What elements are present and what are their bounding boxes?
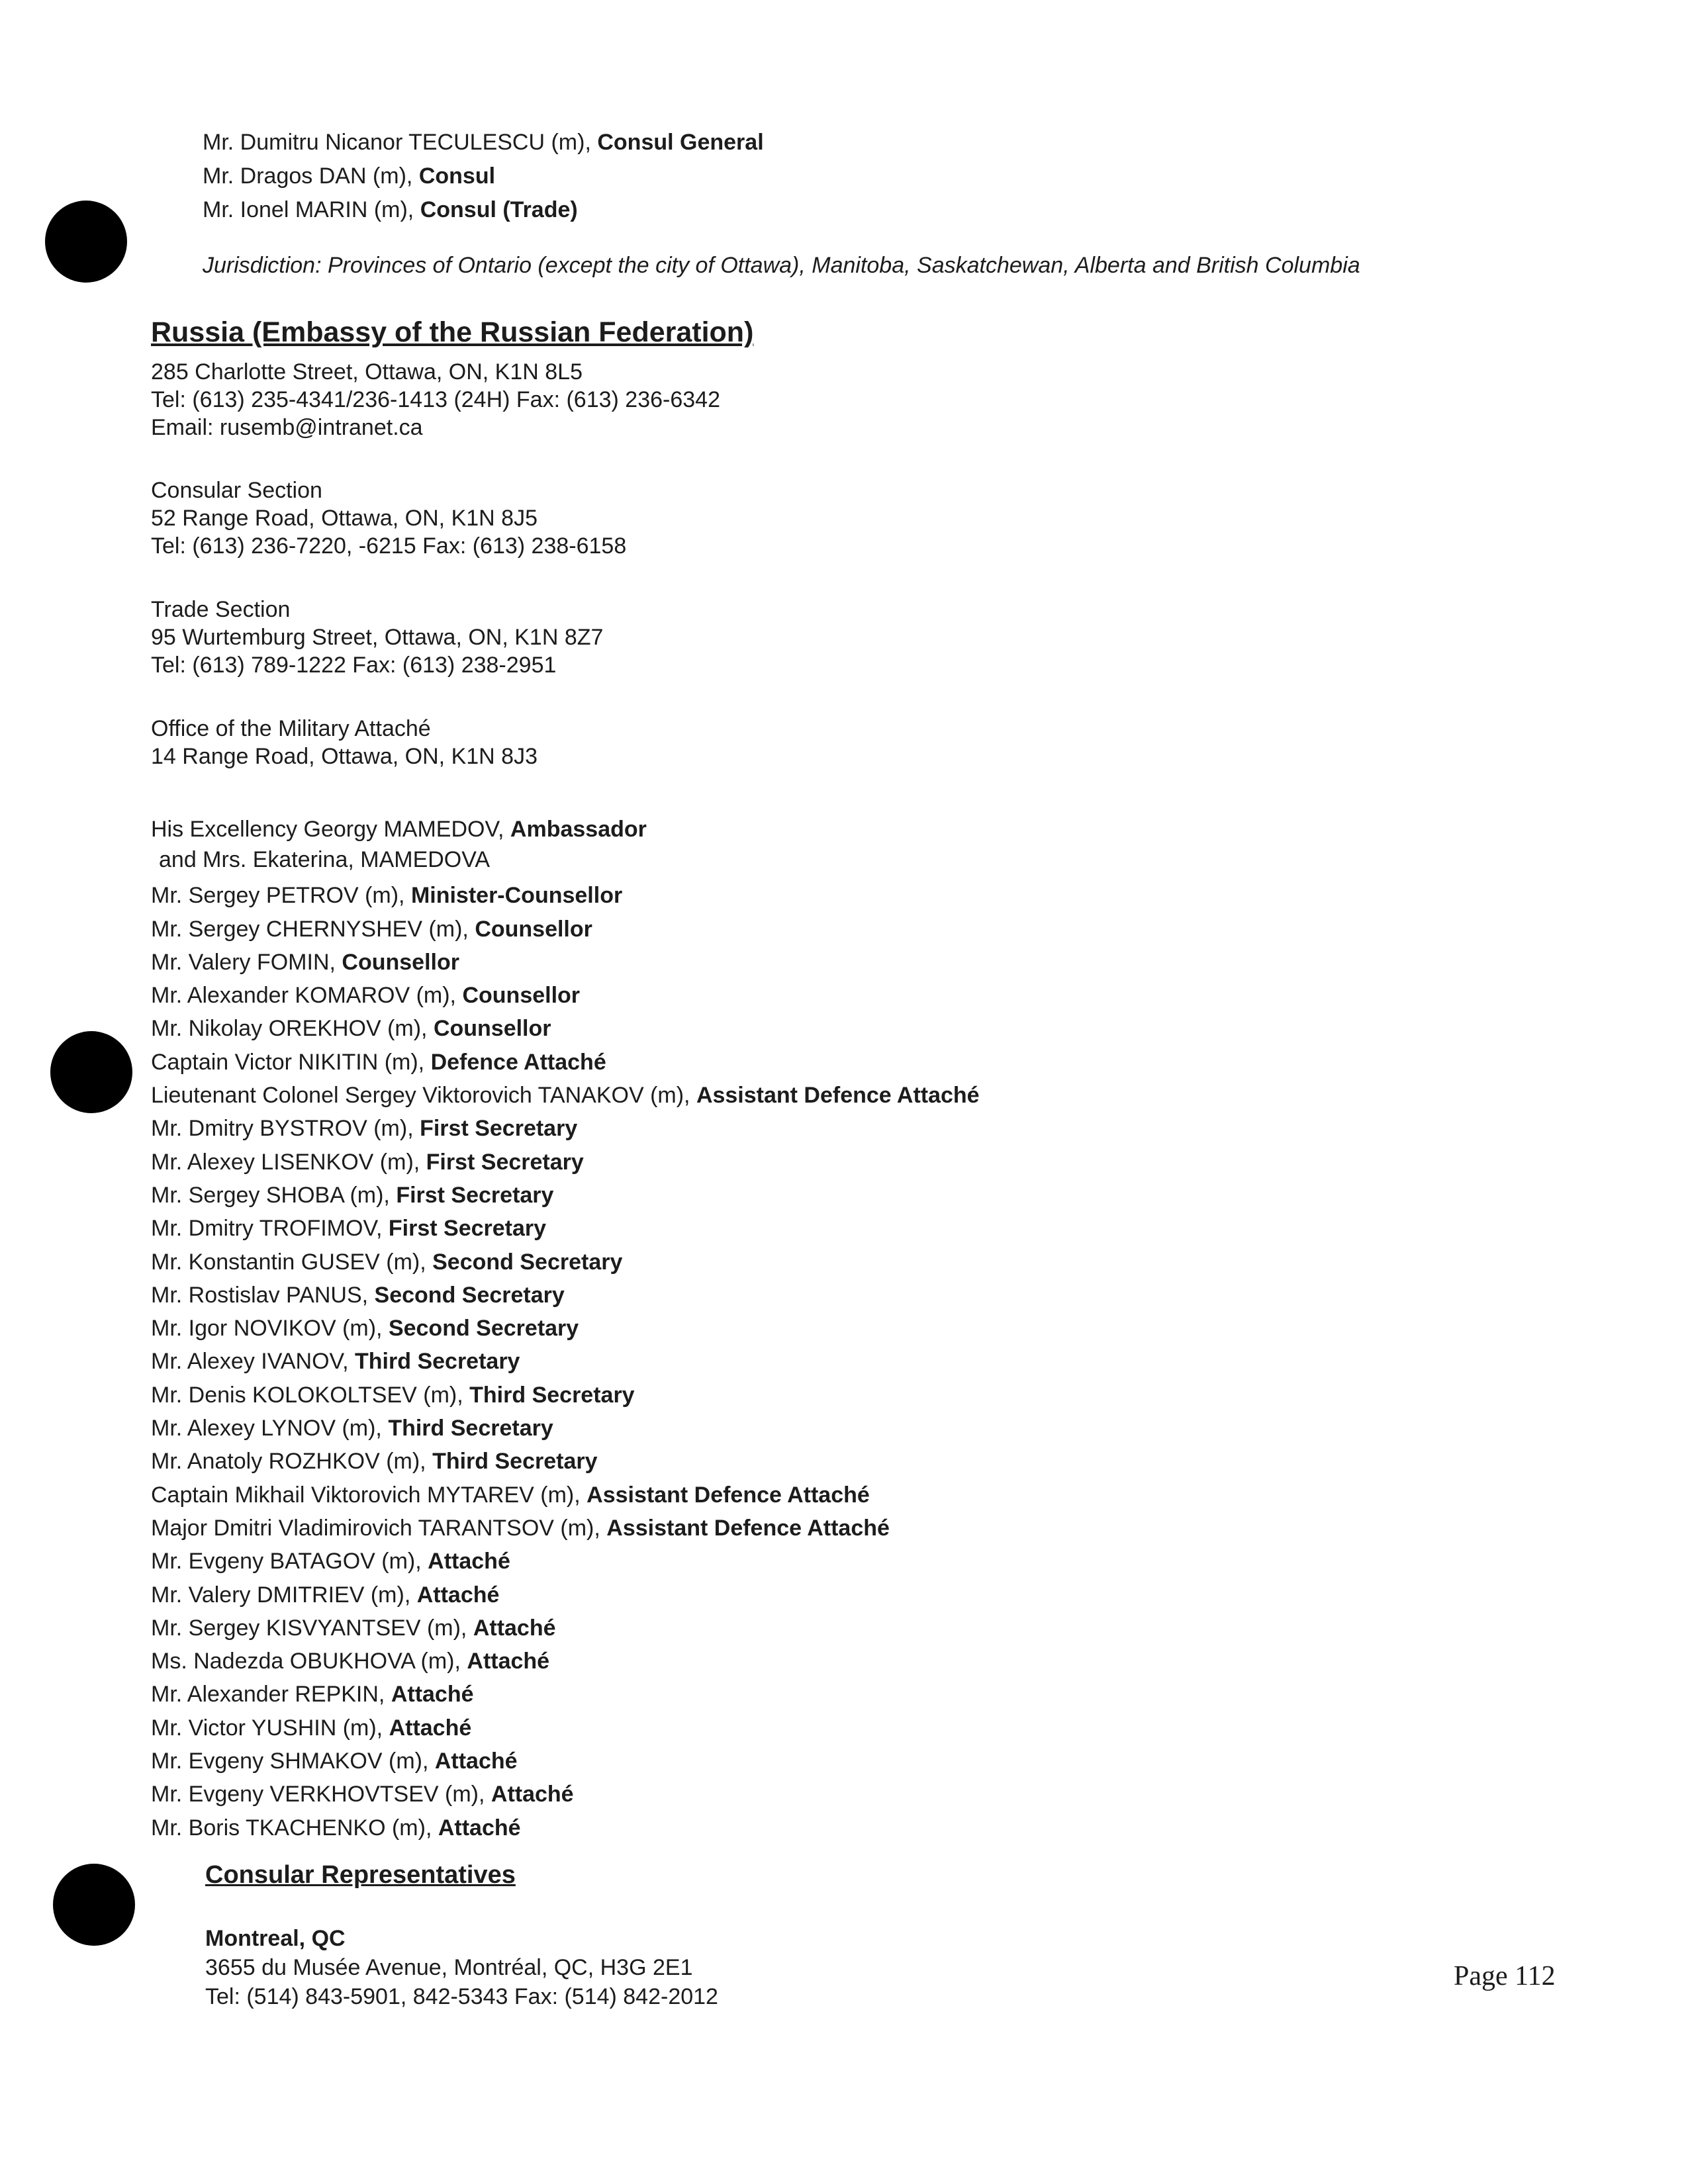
staff-title: Attaché <box>473 1615 556 1641</box>
staff-title: First Secretary <box>388 1216 547 1242</box>
staff-title: Third Secretary <box>469 1382 635 1408</box>
staff-entry <box>151 913 980 946</box>
staff-title: Consul (Trade) <box>420 197 578 222</box>
staff-name: Mr. Dmitry BYSTROV (m), <box>151 1116 420 1142</box>
staff-entry <box>151 1545 980 1578</box>
staff-entry <box>151 1445 980 1478</box>
punch-hole <box>45 201 127 283</box>
staff-entry <box>151 1379 980 1412</box>
montreal-address: 3655 du Musée Avenue, Montréal, QC, H3G 2E1 <box>205 1955 693 1980</box>
staff-entry <box>203 193 764 227</box>
staff-name: Mr. Evgeny VERKHOVTSEV (m), <box>151 1782 491 1807</box>
staff-title: Defence Attaché <box>430 1049 606 1075</box>
staff-name: Mr. Alexander KOMAROV (m), <box>151 983 463 1009</box>
staff-entry <box>151 946 980 979</box>
staff-entry <box>203 159 764 193</box>
staff-entry <box>151 1711 980 1745</box>
staff-title: Attaché <box>491 1782 574 1807</box>
staff-name: Mr. Dumitru Nicanor TECULESCU (m), <box>203 130 598 155</box>
embassy-phone: Tel: (613) 235-4341/236-1413 (24H) Fax: (613) 236-6342 <box>151 387 720 412</box>
staff-name: Mr. Valery FOMIN, <box>151 949 342 975</box>
staff-name: Mr. Nikolay OREKHOV (m), <box>151 1016 434 1042</box>
staff-title: Consul <box>418 163 496 189</box>
staff-entry <box>151 813 980 846</box>
staff-entry <box>151 1179 980 1212</box>
staff-title: Minister-Counsellor <box>410 883 623 909</box>
staff-name: Mr. Sergey KISVYANTSEV (m), <box>151 1615 473 1641</box>
embassy-email: Email: rusemb@intranet.ca <box>151 415 423 440</box>
staff-title: First Secretary <box>420 1116 578 1142</box>
staff-name: His Excellency Georgy MAMEDOV, <box>151 817 510 842</box>
staff-entry <box>151 1678 980 1711</box>
military-attache-address: 14 Range Road, Ottawa, ON, K1N 8J3 <box>151 744 538 769</box>
staff-title: Consul General <box>597 130 764 155</box>
staff-name: Mr. Valery DMITRIEV (m), <box>151 1582 417 1608</box>
staff-title: Ambassador <box>510 817 647 842</box>
staff-title: Third Secretary <box>388 1416 553 1441</box>
staff-entry <box>151 1146 980 1179</box>
staff-entry <box>151 1645 980 1678</box>
staff-title: Counsellor <box>342 949 459 975</box>
staff-entry <box>151 1345 980 1378</box>
staff-name: Mr. Alexey LISENKOV (m), <box>151 1149 426 1175</box>
staff-entry <box>151 1012 980 1045</box>
staff-entry <box>151 1479 980 1512</box>
staff-name: Mr. Ionel MARIN (m), <box>203 197 420 222</box>
staff-entry <box>151 1578 980 1612</box>
staff-title: Counsellor <box>475 916 592 942</box>
consular-section-phone: Tel: (613) 236-7220, -6215 Fax: (613) 238-6158 <box>151 533 627 559</box>
staff-entry <box>151 1312 980 1345</box>
staff-title: Attaché <box>416 1582 500 1608</box>
consular-section-title: Consular Section <box>151 478 322 503</box>
trade-section-address: 95 Wurtemburg Street, Ottawa, ON, K1N 8Z7 <box>151 625 604 650</box>
staff-title: First Secretary <box>426 1149 584 1175</box>
staff-name: Mr. Sergey SHOBA (m), <box>151 1182 397 1208</box>
staff-entry <box>151 1112 980 1145</box>
staff-name: Ms. Nadezda OBUKHOVA (m), <box>151 1649 467 1674</box>
military-attache-title: Office of the Military Attaché <box>151 716 431 741</box>
staff-title: Assistant Defence Attaché <box>696 1083 980 1109</box>
trade-section <box>151 596 603 679</box>
staff-entry <box>151 1512 980 1545</box>
staff-name: Mr. Sergey CHERNYSHEV (m), <box>151 916 475 942</box>
staff-title: Counsellor <box>433 1016 551 1042</box>
staff-entry <box>203 126 764 159</box>
staff-title: Second Secretary <box>374 1282 565 1308</box>
consular-section <box>151 477 626 560</box>
montreal-phone: Tel: (514) 843-5901, 842-5343 Fax: (514) 842-2012 <box>205 1984 718 2009</box>
staff-name: Mr. Alexander REPKIN, <box>151 1682 391 1707</box>
staff-name: Mr. Igor NOVIKOV (m), <box>151 1316 389 1342</box>
staff-name: Mr. Dragos DAN (m), <box>203 163 419 189</box>
staff-title: Attaché <box>391 1682 474 1707</box>
staff-entry <box>151 879 980 912</box>
page-number: Page 112 <box>1454 1961 1556 1991</box>
staff-name: Mr. Dmitry TROFIMOV, <box>151 1216 389 1242</box>
staff-title: Second Secretary <box>432 1249 623 1275</box>
staff-entry <box>151 1612 980 1645</box>
staff-entry <box>151 1778 980 1811</box>
staff-name: Major Dmitri Vladimirovich TARANTSOV (m), <box>151 1515 607 1541</box>
staff-title: Assistant Defence Attaché <box>586 1482 870 1508</box>
staff-entry <box>151 1279 980 1312</box>
staff-name: Captain Mikhail Viktorovich MYTAREV (m), <box>151 1482 587 1508</box>
trade-section-title: Trade Section <box>151 597 291 622</box>
staff-entry <box>151 1811 980 1844</box>
montreal-city: Montreal, QC <box>205 1926 346 1951</box>
consular-section-address: 52 Range Road, Ottawa, ON, K1N 8J5 <box>151 506 538 531</box>
staff-name: Mr. Denis KOLOKOLTSEV (m), <box>151 1382 470 1408</box>
staff-title: Attaché <box>389 1715 472 1741</box>
staff-name: and Mrs. Ekaterina, MAMEDOVA <box>159 847 491 873</box>
trade-section-phone: Tel: (613) 789-1222 Fax: (613) 238-2951 <box>151 653 557 678</box>
staff-entry <box>151 1079 980 1112</box>
staff-name: Mr. Boris TKACHENKO (m), <box>151 1815 438 1841</box>
punch-hole <box>50 1031 132 1113</box>
consulate-staff-list <box>203 126 764 227</box>
staff-title: Second Secretary <box>388 1316 579 1342</box>
staff-title: Third Secretary <box>355 1349 520 1375</box>
staff-entry <box>151 1412 980 1445</box>
military-attache-office <box>151 715 538 770</box>
staff-name: Mr. Evgeny BATAGOV (m), <box>151 1549 428 1574</box>
staff-name: Mr. Alexey IVANOV, <box>151 1349 355 1375</box>
staff-name: Mr. Rostislav PANUS, <box>151 1282 375 1308</box>
staff-entry <box>151 979 980 1012</box>
staff-name: Mr. Konstantin GUSEV (m), <box>151 1249 433 1275</box>
staff-title: Attaché <box>438 1815 521 1841</box>
section-heading: Russia (Embassy of the Russian Federation) <box>151 316 754 348</box>
staff-name: Lieutenant Colonel Sergey Viktorovich TANAKOV (m), <box>151 1083 696 1109</box>
staff-name: Mr. Sergey PETROV (m), <box>151 883 411 909</box>
staff-title: Attaché <box>434 1749 518 1774</box>
staff-entry <box>151 846 980 874</box>
staff-name: Mr. Victor YUSHIN (m), <box>151 1715 389 1741</box>
staff-entry <box>151 1246 980 1279</box>
staff-entry <box>151 1745 980 1778</box>
montreal-consulate <box>205 1924 718 2011</box>
staff-title: Counsellor <box>462 983 581 1009</box>
staff-name: Mr. Alexey LYNOV (m), <box>151 1416 389 1441</box>
staff-title: First Secretary <box>396 1182 554 1208</box>
staff-title: Assistant Defence Attaché <box>606 1515 890 1541</box>
embassy-staff-list <box>151 813 980 1844</box>
staff-name: Captain Victor NIKITIN (m), <box>151 1049 431 1075</box>
staff-name: Mr. Anatoly ROZHKOV (m), <box>151 1449 433 1475</box>
staff-entry <box>151 1046 980 1079</box>
embassy-contact <box>151 358 720 441</box>
consular-reps-heading: Consular Representatives <box>205 1861 516 1889</box>
staff-title: Third Secretary <box>432 1449 598 1475</box>
jurisdiction-note: Jurisdiction: Provinces of Ontario (except the city of Ottawa), Manitoba, Saskatchewan, Alberta and British Columbia <box>203 253 1360 278</box>
embassy-address: 285 Charlotte Street, Ottawa, ON, K1N 8L5 <box>151 359 583 385</box>
punch-hole <box>53 1864 135 1946</box>
staff-title: Attaché <box>467 1649 550 1674</box>
staff-entry <box>151 1212 980 1245</box>
staff-title: Attaché <box>428 1549 510 1574</box>
staff-name: Mr. Evgeny SHMAKOV (m), <box>151 1749 435 1774</box>
